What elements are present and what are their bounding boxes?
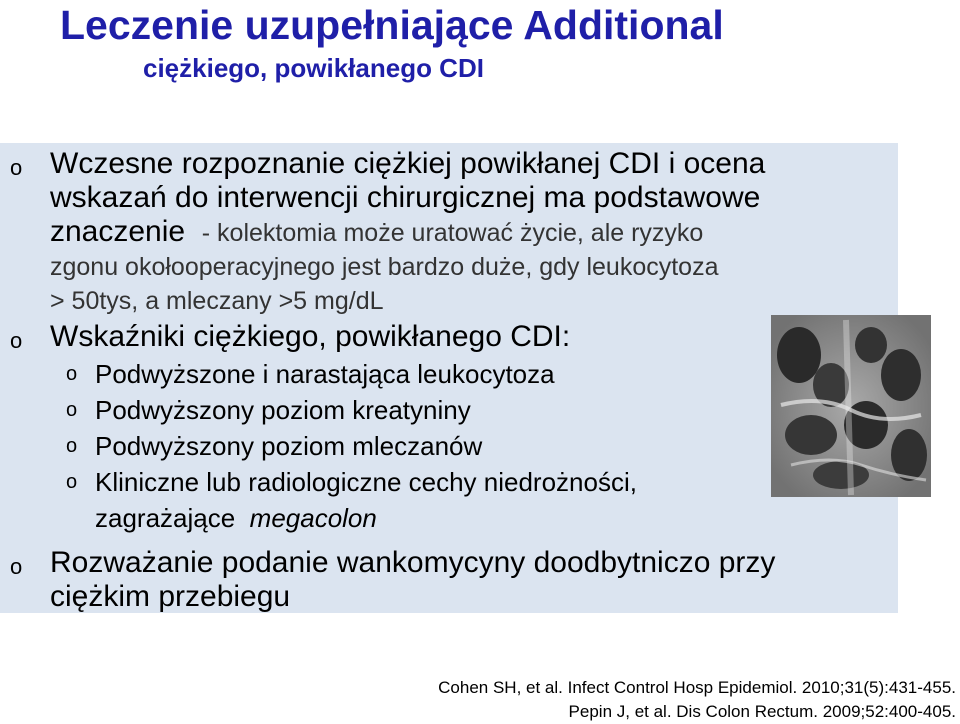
bullet-list [0,143,900,614]
sub-bullet-1-text: Podwyższone i narastająca leukocytoza [95,359,555,389]
bullet-1-line-b: wskazań do interwencji chirurgicznej ma podstawowe [50,181,761,214]
sub-bullet-marker: o [66,399,78,421]
sub-bullet-2-text: Podwyższony poziom kreatyniny [95,395,471,425]
bullet-item-2 [0,320,900,354]
bullet-1-line-f: > 50tys, a mleczany >5 mg/dL [50,287,384,315]
reference-2: Pepin J, et al. Dis Colon Rectum. 2009;52:400-405. [568,702,956,721]
bullet-1-text-d: - kolektomia może uratować życie, ale ryzyko [201,219,704,247]
reference-1: Cohen SH, et al. Infect Control Hosp Epidemiol. 2010;31(5):431-455. [438,678,956,697]
abdominal-xray-image [771,315,931,497]
bullet-1-line-e: zgonu okołooperacyjnego jest bardzo duże, gdy leukocytoza [50,253,719,281]
slide-title [60,0,940,86]
bullet-1-text-c: znaczenie [50,215,186,248]
sub-bullet-4 [0,464,900,536]
sub-bullet-4-italic: megacolon [249,503,377,533]
bullet-item-1 [0,143,900,318]
sub-bullet-2 [0,392,900,428]
bullet-3-line-a: Rozważanie podanie wankomycyny doodbytniczo przy [50,546,776,579]
sub-bullet-4-text2a: zagrażające [95,503,236,533]
bullet-marker: o [10,155,23,180]
title-line-1: Leczenie uzupełniające Additional [60,2,724,48]
bullet-marker: o [10,554,23,579]
bullet-3-line-b: ciężkim przebiegu [50,580,291,613]
sub-bullet-1 [0,356,900,392]
title-line-2: ciężkiego, powikłanego CDI [143,53,484,83]
bullet-2-text: Wskaźniki ciężkiego, powikłanego CDI: [50,320,571,353]
bullet-1-line-cd [50,215,900,250]
sub-bullet-marker: o [66,363,78,385]
sub-bullet-marker: o [66,471,78,493]
sub-bullet-3-text: Podwyższony poziom mleczanów [95,431,483,461]
sub-bullet-4-text2 [95,500,900,536]
bullet-1-line-a: Wczesne rozpoznanie ciężkiej powikłanej CDI i ocena [50,147,766,180]
references [438,676,956,724]
sub-bullet-3 [0,428,900,464]
bullet-item-3 [0,546,900,614]
bullet-marker: o [10,328,23,353]
sub-bullet-marker: o [66,435,78,457]
sub-bullet-4-text: Kliniczne lub radiologiczne cechy niedrożności, [95,467,637,497]
